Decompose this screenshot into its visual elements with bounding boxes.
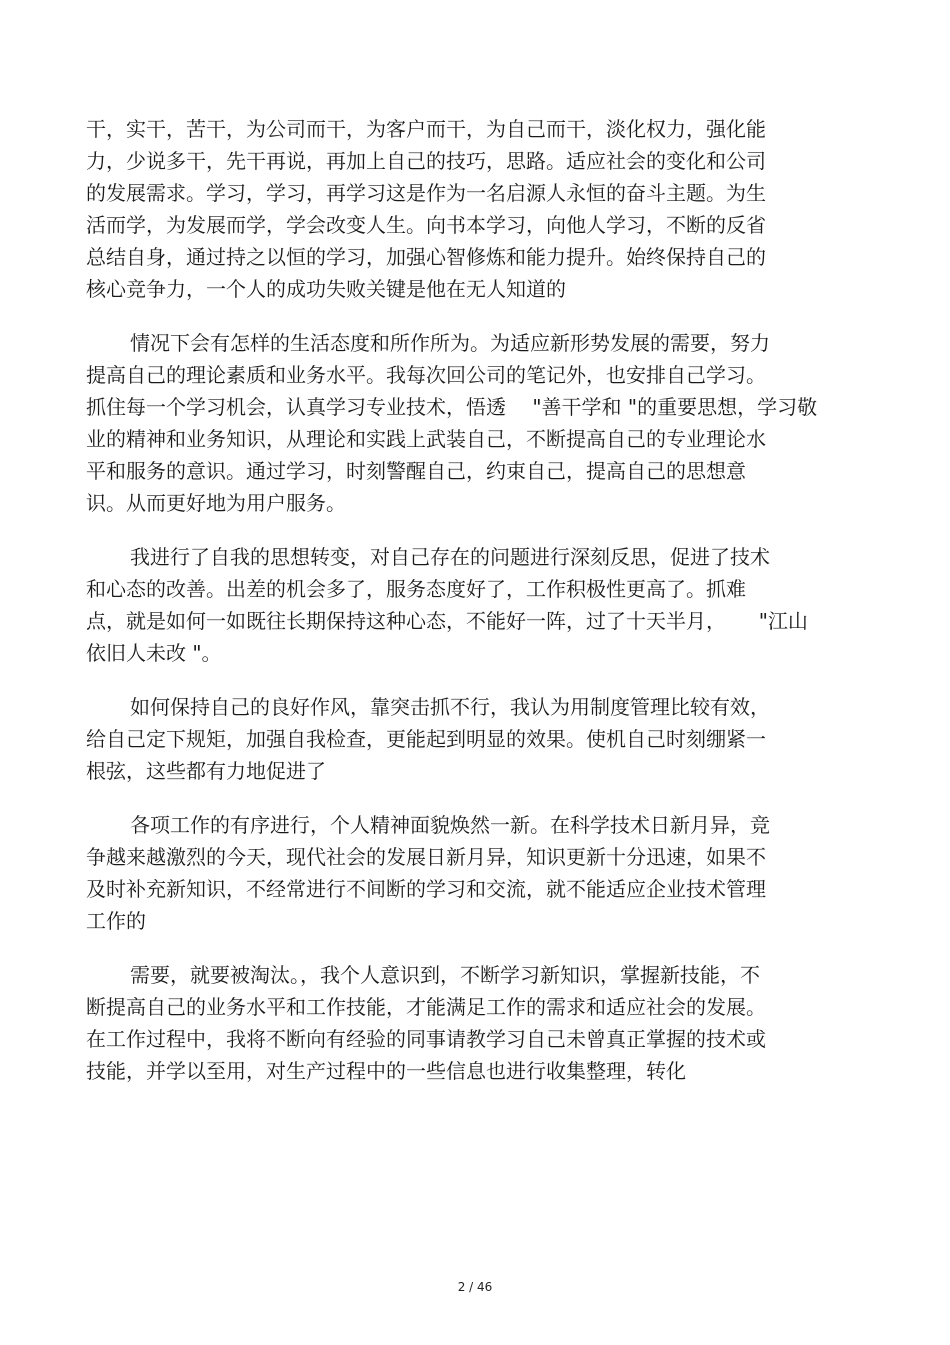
- text-line: 干，实干，苦干，为公司而干，为客户而干，为自己而干，淡化权力，强化能: [86, 117, 766, 141]
- text-line: 在工作过程中，我将不断向有经验的同事请教学习自己未曾真正掌握的技术或: [86, 1027, 766, 1051]
- paragraph: [86, 113, 876, 305]
- text-line: 给自己定下规矩，加强自我检查，更能起到明显的效果。使机自己时刻绷紧一: [86, 727, 766, 751]
- text-line: 平和服务的意识。通过学习，时刻警醒自己，约束自己，提高自己的思想意: [86, 459, 746, 483]
- paragraph-gap: [86, 519, 876, 541]
- text-line: 需要，就要被淘汰。，我个人意识到，不断学习新知识，掌握新技能，不: [130, 963, 760, 987]
- paragraph-gap: [86, 787, 876, 809]
- text-line: 断提高自己的业务水平和工作技能，才能满足工作的需求和适应社会的发展。: [86, 995, 766, 1019]
- paragraph: [86, 959, 876, 1087]
- text-line: 技能，并学以至用，对生产过程中的一些信息也进行收集整理，转化: [86, 1059, 686, 1083]
- text-line: 的发展需求。学习，学习，再学习这是作为一名启源人永恒的奋斗主题。为生: [86, 181, 766, 205]
- text-line: 情况下会有怎样的生活态度和所作所为。为适应新形势发展的需要，努力: [130, 331, 770, 355]
- text-line: 力，少说多干，先干再说，再加上自己的技巧，思路。适应社会的变化和公司: [86, 149, 766, 173]
- paragraph: [86, 691, 876, 787]
- text-line: 我进行了自我的思想转变，对自己存在的问题进行深刻反思，促进了技术: [130, 545, 770, 569]
- text-line: 核心竞争力，一个人的成功失败关键是他在无人知道的: [86, 277, 566, 301]
- text-line: 根弦，这些都有力地促进了: [86, 759, 326, 783]
- text-line: 和心态的改善。出差的机会多了，服务态度好了，工作积极性更高了。抓难: [86, 577, 746, 601]
- text-line: 点，就是如何一如既往长期保持这种心态，不能好一阵，过了十天半月， "江山: [86, 609, 808, 633]
- page-number: 2 / 46: [457, 1280, 493, 1294]
- paragraph-gap: [86, 669, 876, 691]
- text-line: 业的精神和业务知识，从理论和实践上武装自己，不断提高自己的专业理论水: [86, 427, 766, 451]
- text-line: 及时补充新知识，不经常进行不间断的学习和交流，就不能适应企业技术管理: [86, 877, 766, 901]
- paragraph-gap: [86, 937, 876, 959]
- paragraph: [86, 541, 876, 669]
- document-body: [86, 113, 876, 1087]
- text-line: 依旧人未改 "。: [86, 641, 222, 665]
- text-line: 提高自己的理论素质和业务水平。我每次回公司的笔记外，也安排自己学习。: [86, 363, 766, 387]
- paragraph: [86, 327, 876, 519]
- text-line: 工作的: [86, 909, 146, 933]
- text-line: 活而学，为发展而学，学会改变人生。向书本学习，向他人学习，不断的反省: [86, 213, 766, 237]
- text-line: 如何保持自己的良好作风，靠突击抓不行，我认为用制度管理比较有效，: [130, 695, 770, 719]
- paragraph-gap: [86, 305, 876, 327]
- paragraph: [86, 809, 876, 937]
- text-line: 争越来越激烈的今天，现代社会的发展日新月异，知识更新十分迅速，如果不: [86, 845, 766, 869]
- text-line: 各项工作的有序进行，个人精神面貌焕然一新。在科学技术日新月异，竞: [130, 813, 770, 837]
- text-line: 总结自身，通过持之以恒的学习，加强心智修炼和能力提升。始终保持自己的: [86, 245, 766, 269]
- text-line: 抓住每一个学习机会，认真学习专业技术，悟透 "善干学和 "的重要思想，学习敬: [86, 395, 818, 419]
- text-line: 识。从而更好地为用户服务。: [86, 491, 346, 515]
